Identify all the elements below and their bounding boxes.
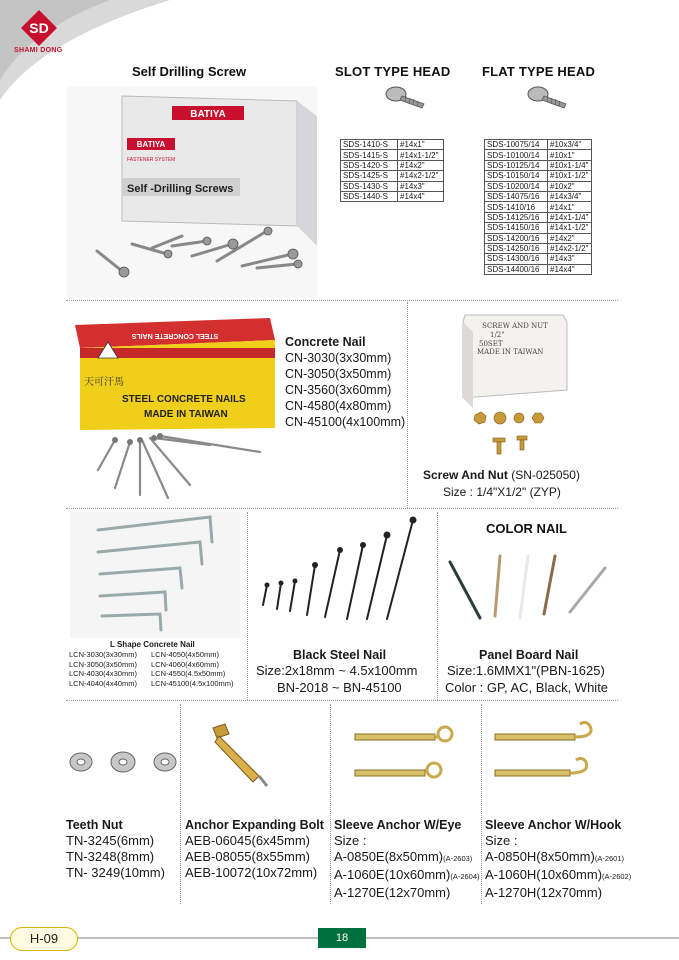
- table-cell: SDS-1430-S: [341, 181, 398, 191]
- l-shape-code: LCN-4040(4x40mm): [69, 678, 137, 688]
- box-line3: 50SET: [479, 340, 503, 348]
- table-row: [341, 160, 444, 170]
- table-cell: SDS-10075/14: [485, 140, 548, 150]
- table-cell: SDS-1440-S: [341, 191, 398, 201]
- divider: [66, 700, 618, 701]
- l-shape-code: LCN-4060(4x60mm): [151, 659, 219, 669]
- box-label: Self -Drilling Screws: [127, 183, 234, 195]
- l-shape-code: LCN-4550(4.5x50mm): [151, 669, 226, 678]
- divider: [330, 704, 331, 904]
- concrete-nail-title: Concrete Nail: [285, 335, 366, 349]
- table-row: [485, 160, 592, 170]
- list-item: [334, 849, 480, 867]
- list-item: AEB-08055(8x55mm): [185, 849, 310, 864]
- sleeve-anchor-eye-photo: [350, 720, 470, 790]
- teeth-nut-title: Teeth Nut: [66, 818, 123, 832]
- table-cell: #14x3": [548, 254, 592, 264]
- list-item: AEB-10072(10x72mm): [185, 865, 318, 880]
- black-steel-size: Size:2x18mm ~ 4.5x100mm: [256, 663, 418, 678]
- table-cell: #14x2": [548, 233, 592, 243]
- sleeve-eye-title: Sleeve Anchor W/Eye: [334, 818, 462, 832]
- sleeve-anchor-hook-photo: [490, 720, 610, 790]
- table-cell: #14x3": [398, 181, 444, 191]
- box-chinese-label: 天可汗馬: [84, 377, 124, 388]
- table-cell: #10x2": [548, 181, 592, 191]
- list-item: AEB-06045(6x45mm): [185, 833, 310, 848]
- self-drilling-box-image: [67, 86, 317, 298]
- list-item: [69, 660, 234, 670]
- table-row: [341, 150, 444, 160]
- table-row: [485, 181, 592, 191]
- list-item: TN- 3249(10mm): [66, 865, 165, 880]
- item-code: A-0850H(8x50mm): [485, 849, 595, 864]
- divider: [437, 512, 438, 700]
- list-item: [69, 650, 234, 660]
- table-row: [485, 223, 592, 233]
- black-steel-nail-photo: [255, 515, 430, 625]
- item-code: A-1270E(12x70mm): [334, 885, 451, 900]
- flat-type-table: [484, 139, 592, 275]
- screw-nut-heading: [423, 468, 580, 483]
- box-top-label: STEEL CONCRETE NAILS: [131, 332, 219, 339]
- list-item: [334, 867, 480, 885]
- table-cell: SDS-14200/16: [485, 233, 548, 243]
- black-steel-title: Black Steel Nail: [293, 648, 387, 662]
- box-line4: MADE IN TAIWAN: [477, 348, 544, 356]
- table-cell: SDS-14300/16: [485, 254, 548, 264]
- list-item: CN-4580(4x80mm): [285, 399, 392, 413]
- item-code: A-1060H(10x60mm): [485, 867, 603, 882]
- list-item: CN-45100(4x100mm): [285, 415, 406, 429]
- anchor-bolt-photo: [205, 720, 275, 790]
- divider: [247, 512, 248, 700]
- list-item: [485, 867, 631, 885]
- table-cell: #10x1-1/4": [548, 160, 592, 170]
- flat-type-title: FLAT TYPE HEAD: [482, 64, 596, 79]
- divider: [66, 300, 618, 301]
- list-item: CN-3050(3x50mm): [285, 367, 392, 381]
- table-cell: #14x1-1/4": [548, 212, 592, 222]
- l-shape-code: LCN-4030(4x30mm): [69, 669, 137, 678]
- table-cell: SDS-14150/16: [485, 223, 548, 233]
- table-cell: #10x1": [548, 150, 592, 160]
- table-cell: SDS-10100/14: [485, 150, 548, 160]
- l-shape-nail-photo: [70, 512, 240, 638]
- table-cell: SDS-10150/14: [485, 171, 548, 181]
- box-brand-top: BATIYA: [190, 109, 226, 120]
- table-row: [485, 233, 592, 243]
- table-cell: SDS-10125/14: [485, 160, 548, 170]
- l-shape-title: L Shape Concrete Nail: [110, 640, 195, 649]
- box-brand-subtitle: FASTENER SYSTEM: [127, 157, 176, 163]
- screw-nut-code: (SN-025050): [511, 468, 580, 482]
- teeth-nut-list: [66, 833, 165, 881]
- anchor-bolt-title: Anchor Expanding Bolt: [185, 818, 324, 832]
- table-row: [341, 171, 444, 181]
- table-cell: #14x1-1/2": [398, 150, 444, 160]
- sleeve-hook-list: [485, 833, 631, 903]
- table-cell: #14x2-1/2": [398, 171, 444, 181]
- svg-text:SD: SD: [29, 20, 49, 36]
- table-cell: #14x1": [398, 140, 444, 150]
- sleeve-hook-title: Sleeve Anchor W/Hook: [485, 818, 622, 832]
- table-cell: #14x2-1/2": [548, 243, 592, 253]
- table-row: [485, 212, 592, 222]
- screw-nut-size: Size : 1/4"X1/2" (ZYP): [443, 485, 561, 499]
- page-number: 18: [318, 928, 366, 948]
- table-cell: SDS-1415-S: [341, 150, 398, 160]
- list-item: [69, 669, 234, 679]
- table-row: [485, 264, 592, 274]
- list-item: [69, 679, 234, 689]
- box-line2: MADE IN TAIWAN: [144, 409, 228, 420]
- l-shape-list: [69, 650, 234, 688]
- list-item: CN-3030(3x30mm): [285, 351, 392, 365]
- table-cell: SDS-1410-S: [341, 140, 398, 150]
- item-ref: (A-2602): [602, 872, 632, 881]
- table-row: [485, 243, 592, 253]
- table-cell: #10x3/4": [548, 140, 592, 150]
- table-row: [485, 140, 592, 150]
- table-row: [485, 191, 592, 201]
- anchor-bolt-list: [185, 833, 317, 881]
- self-drilling-title: Self Drilling Screw: [132, 64, 247, 79]
- box-line2: 1/2": [490, 331, 505, 339]
- table-cell: #14x4": [398, 191, 444, 201]
- divider: [180, 704, 181, 904]
- item-code: A-1060E(10x60mm): [334, 867, 451, 882]
- l-shape-code: LCN-3050(3x50mm): [69, 659, 137, 669]
- list-item: [334, 885, 480, 903]
- list-item: TN-3245(6mm): [66, 833, 155, 848]
- table-cell: #14x2": [398, 160, 444, 170]
- teeth-nut-photo: [65, 742, 180, 782]
- table-cell: SDS-1425-S: [341, 171, 398, 181]
- flat-head-screw-icon: [520, 82, 570, 114]
- l-shape-code: LCN-3030(3x30mm): [69, 650, 137, 659]
- table-row: [341, 140, 444, 150]
- box-brand-side: BATIYA: [136, 140, 166, 149]
- item-code: A-1270H(12x70mm): [485, 885, 603, 900]
- concrete-nail-list: [285, 350, 405, 430]
- concrete-nail-photo: [70, 310, 280, 510]
- size-label: Size :: [334, 833, 367, 848]
- section-code-badge: H-09: [10, 927, 78, 951]
- divider: [481, 704, 482, 904]
- table-cell: #14x1-1/2": [548, 223, 592, 233]
- slot-head-screw-icon: [378, 82, 428, 114]
- table-row: [485, 150, 592, 160]
- item-ref: (A-2601): [594, 854, 625, 863]
- table-cell: SDS-14075/16: [485, 191, 548, 201]
- table-cell: #14x3/4": [548, 191, 592, 201]
- table-cell: #14x1": [548, 202, 592, 212]
- screw-nut-photo: [455, 310, 575, 460]
- box-line1: STEEL CONCRETE NAILS: [122, 394, 246, 405]
- table-cell: SDS-14400/16: [485, 264, 548, 274]
- l-shape-code: LCN-4050(4x50mm): [151, 650, 219, 659]
- table-row: [341, 191, 444, 201]
- table-row: [485, 202, 592, 212]
- brand-name: SHAMI DONG: [14, 47, 63, 54]
- brand-logo-icon: [18, 8, 60, 48]
- list-item: [485, 849, 631, 867]
- slot-type-table: [340, 139, 444, 202]
- black-steel-range: BN-2018 ~ BN-45100: [277, 680, 402, 695]
- list-item: CN-3560(3x60mm): [285, 383, 392, 397]
- table-row: [485, 254, 592, 264]
- color-nail-photo: [440, 548, 615, 628]
- table-cell: #10x1-1/2": [548, 171, 592, 181]
- item-code: A-0850E(8x50mm): [334, 849, 444, 864]
- table-cell: SDS-14250/16: [485, 243, 548, 253]
- divider: [407, 302, 408, 508]
- panel-board-color: Color : GP, AC, Black, White: [445, 680, 609, 695]
- slot-type-title: SLOT TYPE HEAD: [335, 64, 451, 79]
- table-cell: SDS-14125/16: [485, 212, 548, 222]
- list-item: TN-3248(8mm): [66, 849, 155, 864]
- table-row: [485, 171, 592, 181]
- table-cell: SDS-1410/16: [485, 202, 548, 212]
- table-row: [341, 181, 444, 191]
- item-ref: (A-2603): [443, 854, 473, 863]
- table-cell: SDS-1420-S: [341, 160, 398, 170]
- table-cell: SDS-10200/14: [485, 181, 548, 191]
- item-ref: (A-2604): [450, 872, 480, 881]
- sleeve-eye-list: [334, 833, 480, 903]
- screw-nut-title: Screw And Nut: [423, 468, 508, 482]
- l-shape-code: LCN-45100(4.5x100mm): [151, 678, 234, 688]
- list-item: [485, 885, 631, 903]
- self-drilling-photo: [67, 86, 317, 298]
- panel-board-size: Size:1.6MMX1"(PBN-1625): [447, 663, 605, 678]
- panel-board-title: Panel Board Nail: [479, 648, 579, 662]
- box-line1: SCREW AND NUT: [482, 322, 548, 330]
- table-cell: #14x4": [548, 264, 592, 274]
- color-nail-title: COLOR NAIL: [486, 521, 567, 536]
- size-label: Size :: [485, 833, 518, 848]
